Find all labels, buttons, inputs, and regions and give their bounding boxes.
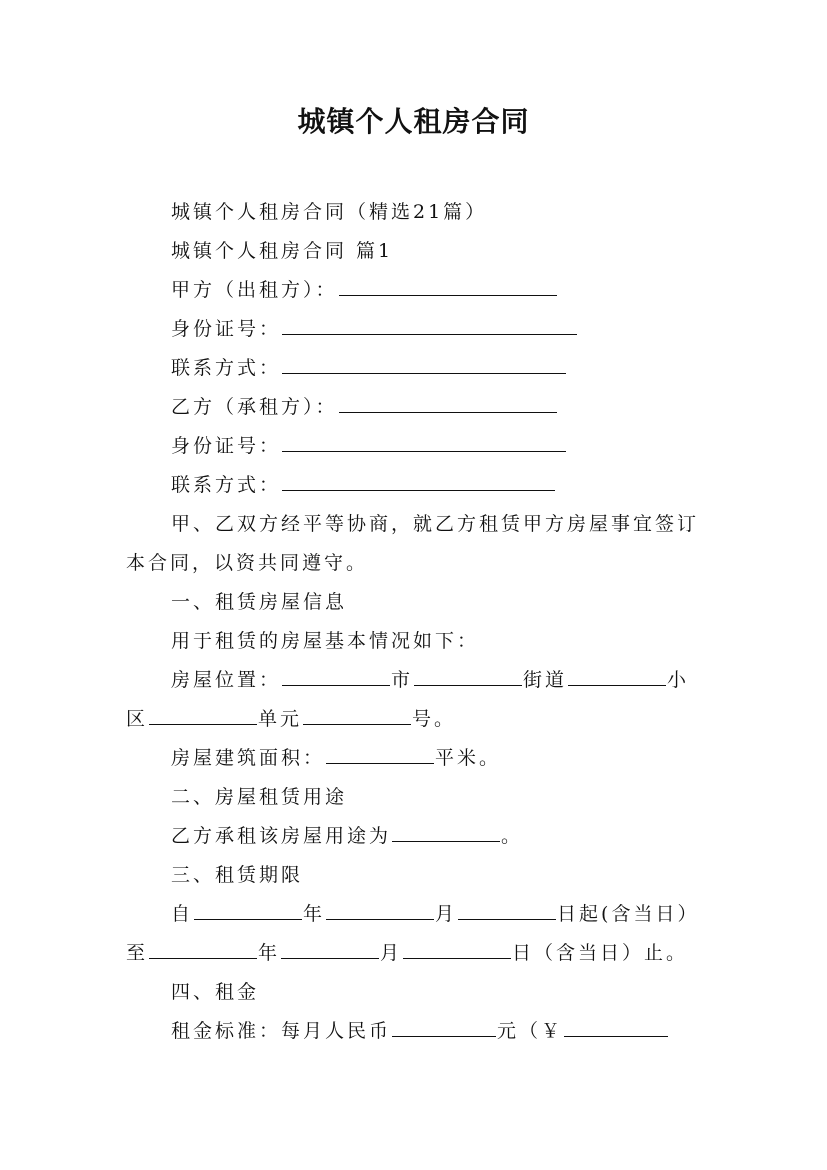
party-a-contact-row xyxy=(171,355,567,381)
start-suffix: 日起(含当日） xyxy=(557,903,700,925)
end-month-blank[interactable] xyxy=(281,940,379,959)
contact-label: 联系方式： xyxy=(171,474,282,496)
city-blank[interactable] xyxy=(282,667,390,686)
rent-amount-blank[interactable] xyxy=(564,1018,668,1037)
document-title: 城镇个人租房合同 xyxy=(297,105,530,138)
subtitle: 城镇个人租房合同（精选21篇） xyxy=(171,201,488,223)
period-start-row xyxy=(171,901,699,927)
street-blank[interactable] xyxy=(414,667,522,686)
party-b-blank[interactable] xyxy=(339,394,557,413)
location-label: 房屋位置： xyxy=(171,669,282,691)
yue-text: 月 xyxy=(380,942,403,964)
usage-end-mark: 。 xyxy=(501,825,524,847)
usage-row xyxy=(171,823,523,849)
party-b-label: 乙方（承租方）： xyxy=(171,396,338,418)
party-a-row xyxy=(171,277,558,303)
party-a-label: 甲方（出租方）： xyxy=(171,279,338,301)
contact-label: 联系方式： xyxy=(171,357,282,379)
party-b-id-blank[interactable] xyxy=(282,433,566,452)
nian-text: 年 xyxy=(303,903,326,925)
pingmi-text: 平米。 xyxy=(435,747,502,769)
party-a-contact-blank[interactable] xyxy=(282,355,566,374)
party-a-id-row xyxy=(171,316,578,342)
party-b-contact-blank[interactable] xyxy=(282,472,555,491)
xiao-text: 小 xyxy=(667,669,690,691)
rent-rmb-blank[interactable] xyxy=(392,1018,496,1037)
nian-text: 年 xyxy=(258,942,281,964)
intro-line-1: 甲、乙双方经平等协商，就乙方租赁甲方房屋事宜签订 xyxy=(171,513,700,535)
community-blank[interactable] xyxy=(568,667,666,686)
end-day-blank[interactable] xyxy=(403,940,511,959)
section-heading: 城镇个人租房合同 篇1 xyxy=(171,240,394,262)
location-row xyxy=(171,667,689,693)
number-blank[interactable] xyxy=(303,706,411,725)
shi-text: 市 xyxy=(391,669,414,691)
start-month-blank[interactable] xyxy=(326,901,434,920)
end-suffix: 日（含当日）止。 xyxy=(512,942,689,964)
sec4-heading: 四、租金 xyxy=(171,981,260,1003)
area-blank[interactable] xyxy=(326,745,434,764)
yue-text: 月 xyxy=(435,903,458,925)
period-end-row xyxy=(126,940,688,966)
intro-line-2: 本合同，以资共同遵守。 xyxy=(126,552,369,574)
sec1-heading: 一、租赁房屋信息 xyxy=(171,591,348,613)
id-label: 身份证号： xyxy=(171,318,282,340)
start-day-blank[interactable] xyxy=(458,901,556,920)
area-label: 房屋建筑面积： xyxy=(171,747,326,769)
party-a-id-blank[interactable] xyxy=(282,316,577,335)
id-label: 身份证号： xyxy=(171,435,282,457)
start-year-blank[interactable] xyxy=(194,901,302,920)
sec2-heading: 二、房屋租赁用途 xyxy=(171,786,348,808)
location-row-2 xyxy=(126,706,456,732)
danyuan-text: 单元 xyxy=(258,708,303,730)
jiedao-text: 街道 xyxy=(523,669,568,691)
sec3-heading: 三、租赁期限 xyxy=(171,864,304,886)
zi-text: 自 xyxy=(171,903,194,925)
yuan-text: 元（￥ xyxy=(497,1020,564,1042)
rent-label: 租金标准：每月人民币 xyxy=(171,1020,392,1042)
zhi-text: 至 xyxy=(126,942,149,964)
party-b-contact-row xyxy=(171,472,556,498)
area-row xyxy=(171,745,501,771)
end-year-blank[interactable] xyxy=(149,940,257,959)
sec1-desc: 用于租赁的房屋基本情况如下： xyxy=(171,630,480,652)
hao-text: 号。 xyxy=(412,708,457,730)
party-a-blank[interactable] xyxy=(339,277,557,296)
party-b-id-row xyxy=(171,433,567,459)
usage-blank[interactable] xyxy=(392,823,500,842)
rent-row xyxy=(171,1018,669,1044)
party-b-row xyxy=(171,394,558,420)
usage-text: 乙方承租该房屋用途为 xyxy=(171,825,392,847)
unit-blank[interactable] xyxy=(149,706,257,725)
qu-text: 区 xyxy=(126,708,149,730)
